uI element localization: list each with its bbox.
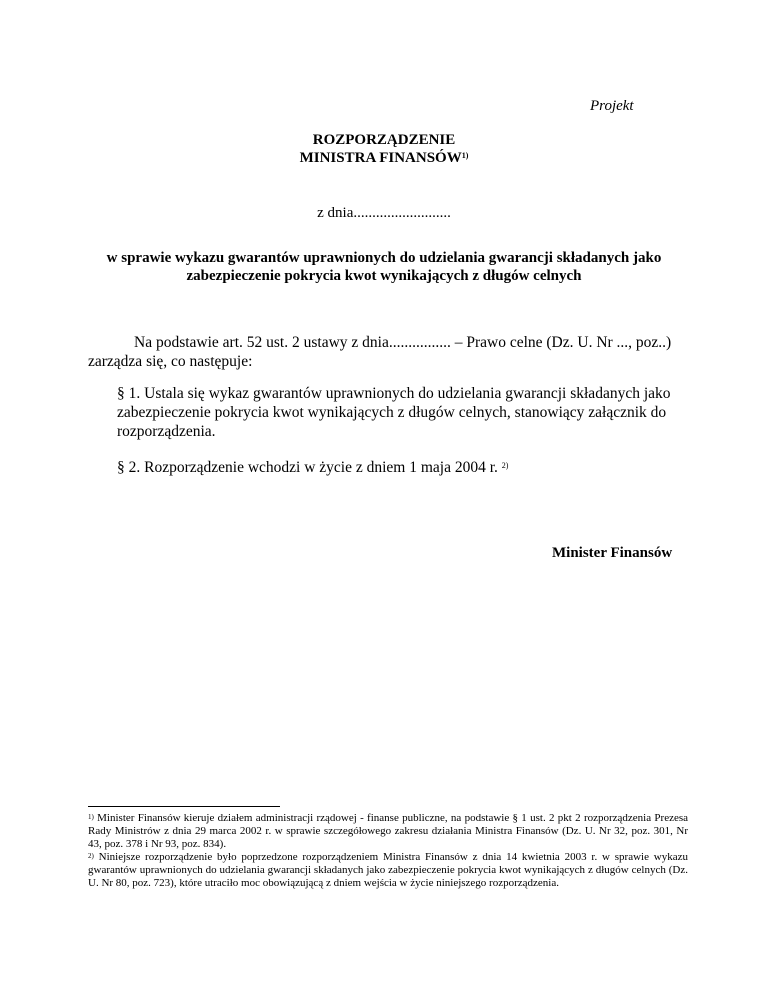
title-footnote-mark: 1) (461, 151, 469, 160)
paragraph-1: § 1. Ustala się wykaz gwarantów uprawnionych do udzielania gwarancji składanych jako zabezpieczenie pokrycia kwot wynikających z długów celnych, stanowiący załącznik do rozporządzenia. (117, 385, 671, 440)
signature: Minister Finansów (552, 545, 673, 561)
preamble-legal-basis: Na podstawie art. 52 ust. 2 ustawy z dnia................ – Prawo celne (Dz. U. Nr ..., poz..) (134, 334, 672, 351)
title-issuer-text: MINISTRA FINANSÓW (299, 150, 462, 166)
document-title (0, 131, 768, 167)
document-subject: w sprawie wykazu gwarantów uprawnionych do udzielania gwarancji składanych jako zabezpieczenie pokrycia kwot wynikających z długów celnych (106, 250, 662, 284)
paragraph-2-text: § 2. Rozporządzenie wchodzi w życie z dniem 1 maja 2004 r. (117, 459, 498, 476)
footnote-1-text: Minister Finansów kieruje działem administracji rządowej - finanse publiczne, na podstawie § 1 ust. 2 pkt 2 rozporządzenia Prezesa Rady Ministrów z dnia 29 marca 2002 r. w sprawie szczegółowego zakresu działania Ministra Finansów (Dz. U. Nr 32, poz. 301, Nr 43, poz. 378 i Nr 93, poz. 834). (88, 812, 689, 850)
paragraph-2-footnote-mark: 2) (501, 461, 509, 470)
preamble (88, 333, 688, 371)
title-line-regulation: ROZPORZĄDZENIE (312, 132, 456, 148)
footnote-1-mark: 1) (88, 813, 94, 821)
draft-label: Projekt (590, 98, 634, 114)
footnotes (88, 812, 688, 890)
footnote-separator (88, 806, 280, 807)
footnote-2 (88, 851, 688, 890)
footnote-2-mark: 2) (88, 852, 94, 860)
title-line-issuer (0, 149, 768, 167)
preamble-enacting-clause: zarządza się, co następuje: (88, 353, 253, 370)
footnote-1 (88, 812, 688, 851)
date-line: z dnia.......................... (317, 205, 451, 221)
footnote-2-text: Niniejsze rozporządzenie było poprzedzone rozporządzeniem Ministra Finansów z dnia 14 kwietnia 2003 r. w sprawie wykazu gwarantów uprawnionych do udzielania gwarancji składanych jako zabezpieczenie pokrycia kwot wynikających z długów celnych (Dz. U. Nr 80, poz. 723), które utraciło moc obowiązującą z dniem wejścia w życie niniejszego rozporządzenia. (88, 851, 689, 889)
paragraph-2 (88, 458, 717, 477)
